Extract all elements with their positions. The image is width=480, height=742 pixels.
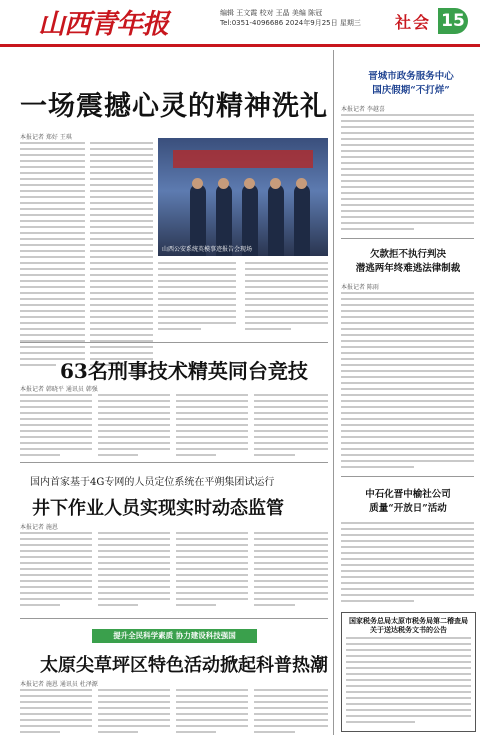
fourg-col2-text <box>98 532 170 610</box>
taiyuan-col4-text <box>254 689 328 737</box>
main-col4-text <box>245 262 328 334</box>
criminal-col1-text <box>20 394 92 460</box>
notice-text <box>346 637 471 727</box>
masthead-info <box>220 8 361 28</box>
photo-person-head <box>218 178 229 189</box>
photo-person-head <box>244 178 255 189</box>
criminal-headline: 63名刑事技术精英同台竞技 <box>60 359 308 383</box>
enforce-headline: 欠款拒不执行判决 潜逃两年终难逃法律制裁 <box>355 249 461 274</box>
jincheng-headline: 晋城市政务服务中心 国庆假期“不打烊” <box>368 71 454 96</box>
photo-person-head <box>192 178 203 189</box>
section-divider <box>20 462 328 463</box>
bank-text <box>341 522 474 606</box>
main-col1-text <box>20 142 85 370</box>
tax-notice-box <box>341 612 476 732</box>
taiyuan-kicker-bar: 提升全民科学素质 协力建设科技强国 <box>92 629 257 643</box>
fourg-col1-text <box>20 532 92 610</box>
photo-banner <box>173 150 313 168</box>
photo-caption: 山西公安系统英模事迹报告会现场 <box>162 246 253 253</box>
fourg-col3-text <box>176 532 248 610</box>
criminal-col2-text <box>98 394 170 460</box>
taiyuan-headline: 太原尖草坪区特色活动掀起科普热潮 <box>40 655 328 676</box>
criminal-col3-text <box>176 394 248 460</box>
taiyuan-col1-text <box>20 689 92 737</box>
main-col3-text <box>158 262 236 334</box>
bank-headline: 中石化晋中榆社公司 质量“开放日”活动 <box>365 489 451 514</box>
column-divider <box>333 50 334 735</box>
section-divider <box>341 238 474 239</box>
enforce-text <box>341 292 474 472</box>
fourg-kicker: 国内首家基于4G专网的人员定位系统在平朔集团试运行 <box>30 477 275 488</box>
photo-person <box>268 184 284 256</box>
section-title: 社会 <box>395 13 432 32</box>
fourg-headline: 井下作业人员实现实时动态监管 <box>32 498 284 519</box>
photo-person-head <box>296 178 307 189</box>
fourg-col4-text <box>254 532 328 610</box>
newspaper-logo: 山西青年报 <box>38 9 168 40</box>
section-divider <box>20 342 328 343</box>
masthead-contact-date: Tel:0351-4096686 2024年9月25日 星期三 <box>220 19 361 27</box>
section-divider <box>20 618 328 619</box>
section-divider <box>341 476 474 477</box>
news-photo <box>158 138 328 256</box>
main-headline: 一场震撼心灵的精神洗礼 <box>20 91 328 122</box>
enforce-byline: 本报记者 陈雨 <box>341 284 379 291</box>
criminal-byline: 本报记者 韩晓平 通讯员 韩强 <box>20 386 98 393</box>
main-byline: 本报记者 郑好 王琪 <box>20 134 72 141</box>
fourg-byline: 本报记者 施恩 <box>20 524 58 531</box>
main-col2-text <box>90 142 153 370</box>
criminal-col4-text <box>254 394 328 460</box>
jincheng-byline: 本报记者 李越喜 <box>341 106 385 113</box>
photo-person <box>294 184 310 256</box>
masthead-editors: 编辑 王文霞 校对 王晶 美编 陈冠 <box>220 9 323 17</box>
taiyuan-col2-text <box>98 689 170 737</box>
photo-person-head <box>270 178 281 189</box>
taiyuan-byline: 本报记者 施恩 通讯员 杜泽源 <box>20 681 98 688</box>
masthead <box>0 0 480 47</box>
jincheng-text <box>341 114 474 234</box>
taiyuan-col3-text <box>176 689 248 737</box>
page-number: 15 <box>438 8 468 34</box>
notice-title: 国家税务总局太原市税务局第二稽查局关于送达税务文书的公告 <box>349 616 468 634</box>
